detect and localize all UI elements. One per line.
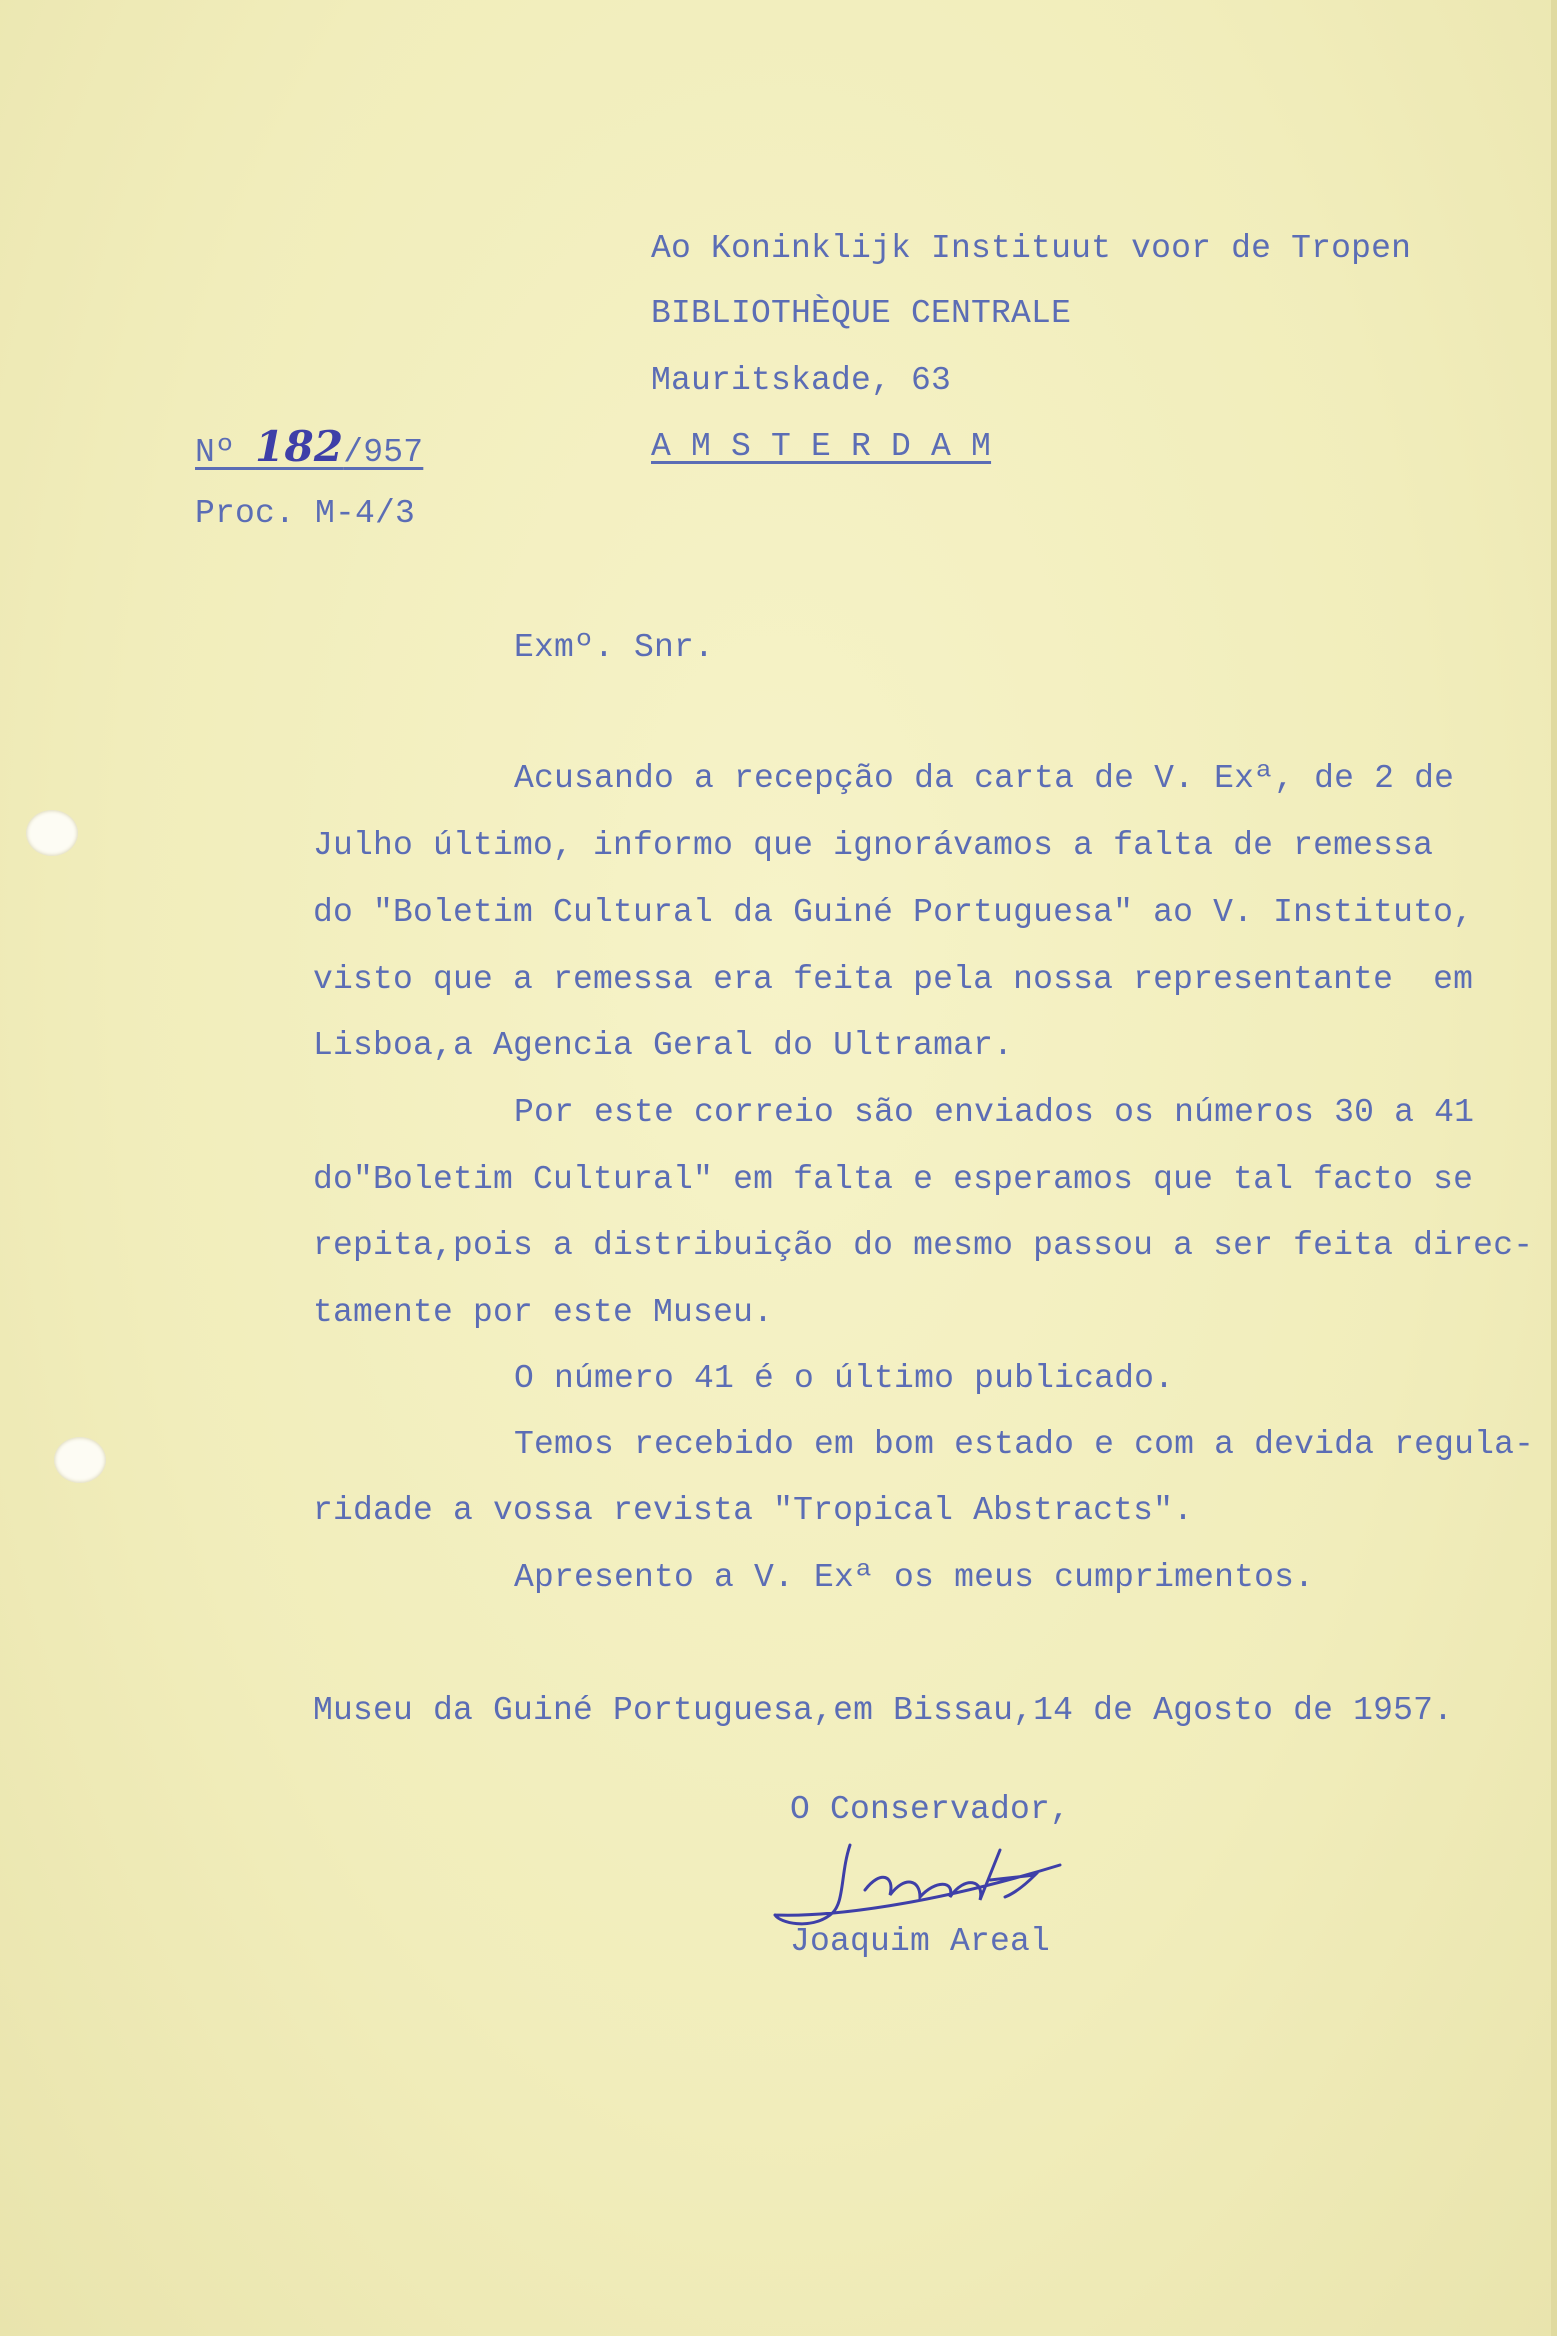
body-line: Acusando a recepção da carta de V. Exª, de 2 de — [514, 760, 1455, 797]
recipient-line: BIBLIOTHÈQUE CENTRALE — [651, 295, 1072, 332]
recipient-city: A M S T E R D A M — [651, 428, 992, 465]
recipient-line: Mauritskade, 63 — [651, 362, 952, 399]
body-line: O número 41 é o último publicado. — [514, 1360, 1175, 1397]
body-line: do "Boletim Cultural da Guiné Portuguesa" ao V. Instituto, — [313, 894, 1474, 931]
reference-number — [195, 422, 424, 473]
body-line: Temos recebido em bom estado e com a devida regula- — [514, 1426, 1535, 1463]
body-line: tamente por este Museu. — [313, 1294, 774, 1331]
punch-hole — [26, 810, 78, 856]
body-line: visto que a remessa era feita pela nossa representante em — [313, 961, 1474, 998]
handwritten-number: 182 — [255, 422, 344, 471]
number-year: /957 — [343, 434, 424, 471]
punch-hole — [54, 1437, 106, 1483]
place-and-date: Museu da Guiné Portuguesa,em Bissau,14 de Agosto de 1957. — [313, 1692, 1454, 1729]
number-prefix: Nº — [195, 434, 256, 471]
body-line: do"Boletim Cultural" em falta e esperamos que tal facto se — [313, 1161, 1474, 1198]
signatory-name: Joaquim Areal — [790, 1923, 1051, 1960]
salutation: Exmº. Snr. — [514, 629, 715, 666]
process-reference: Proc. M-4/3 — [195, 495, 416, 532]
recipient-line: Ao Koninklijk Instituut voor de Tropen — [651, 230, 1412, 267]
body-line: ridade a vossa revista "Tropical Abstracts". — [313, 1492, 1194, 1529]
closing-title: O Conservador, — [790, 1791, 1071, 1828]
body-line: Lisboa,a Agencia Geral do Ultramar. — [313, 1027, 1014, 1064]
body-line: Por este correio são enviados os números 30 a 41 — [514, 1094, 1475, 1131]
body-line: repita,pois a distribuição do mesmo passou a ser feita direc- — [313, 1227, 1534, 1264]
body-line: Julho último, informo que ignorávamos a falta de remessa — [313, 827, 1434, 864]
paper-edge — [1551, 0, 1557, 2336]
body-line: Apresento a V. Exª os meus cumprimentos. — [514, 1559, 1315, 1596]
